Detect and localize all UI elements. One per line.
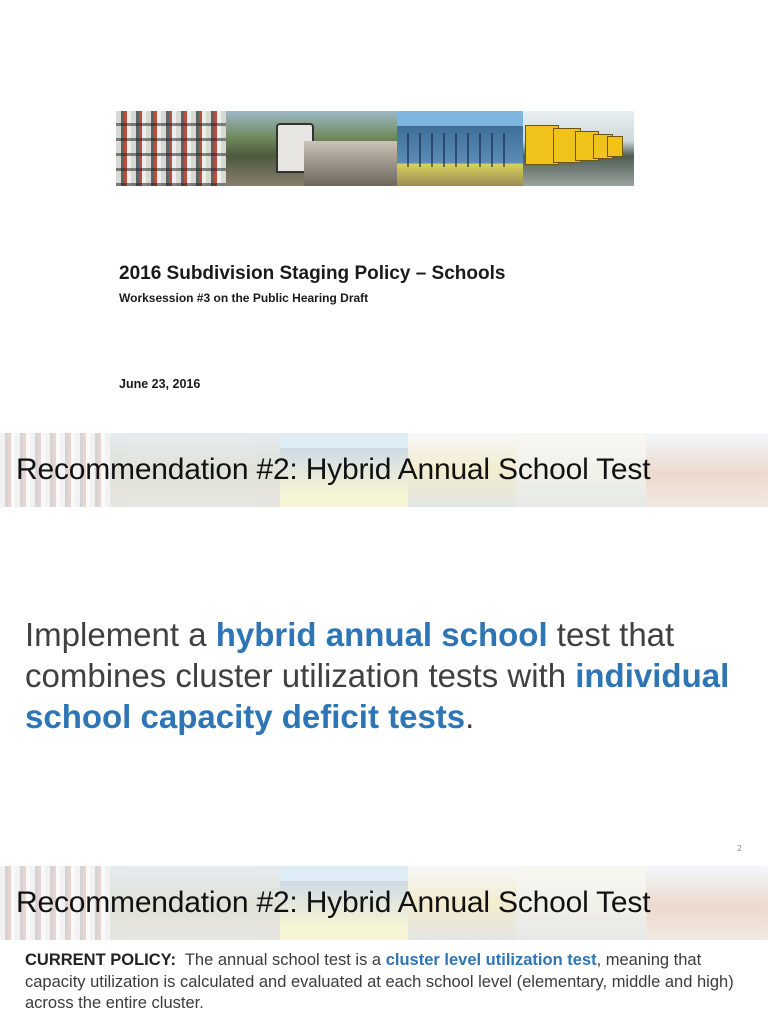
presentation-subtitle: Worksession #3 on the Public Hearing Draft <box>119 291 369 305</box>
current-policy-paragraph <box>25 950 750 1015</box>
slide-title: Recommendation #2: Hybrid Annual School Test <box>16 453 651 486</box>
slide-banner <box>0 433 768 507</box>
slide-banner <box>0 866 768 940</box>
policy-text: , meaning that capacity utilization is calculated and evaluated at each school level (elementary, middle and high) across the entire cluster. <box>25 951 734 1012</box>
statement-text: test that combines cluster utilization tests with <box>25 616 675 694</box>
statement-highlight: hybrid annual school <box>215 616 548 653</box>
school-building-photo <box>397 111 523 186</box>
rail-station-photo <box>226 111 397 186</box>
policy-highlight: cluster level utilization test <box>385 951 597 969</box>
page-number: 2 <box>737 844 743 853</box>
presentation-title: 2016 Subdivision Staging Policy – Schools <box>119 263 506 284</box>
statement-highlight: individual school capacity deficit tests <box>25 657 730 735</box>
school-buses-photo <box>523 111 634 186</box>
header-photo-strip <box>116 111 634 186</box>
policy-text: The annual school test is a <box>175 951 386 969</box>
statement-text: . <box>465 698 475 735</box>
recommendation-statement <box>25 614 745 737</box>
statement-text: Implement a <box>25 616 216 653</box>
current-policy-label: CURRENT POLICY: <box>25 951 176 969</box>
presentation-date: June 23, 2016 <box>119 377 201 391</box>
parking-lot-photo <box>116 111 226 186</box>
slide-title: Recommendation #2: Hybrid Annual School Test <box>16 886 651 919</box>
